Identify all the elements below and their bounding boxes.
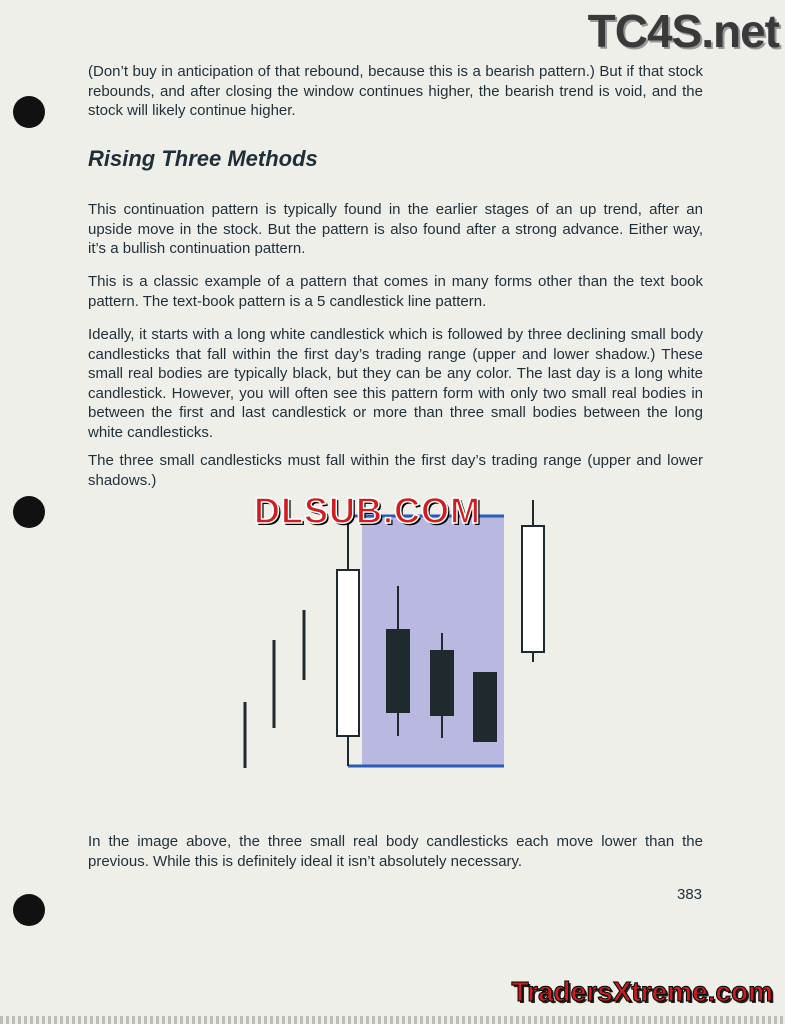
paragraph-4: The three small candlesticks must fall within the first day’s trading range (upper and lower shadows.) <box>88 452 703 489</box>
binder-hole-middle <box>13 496 45 528</box>
paragraph-2: This is a classic example of a pattern that comes in many forms other than the text book pattern. The text-book pattern is a 5 candlestick line pattern. <box>88 273 703 310</box>
first-white-candle <box>337 570 359 736</box>
page-edge <box>0 1016 785 1024</box>
watermark-dlsub: DLSUB.COM <box>254 490 481 531</box>
paragraph-intro: (Don’t buy in anticipation of that rebound, because this is a bearish pattern.) But if that stock rebounds, and after closing the window continues higher, the bearish trend is void, and the stock will likely continue higher. <box>88 63 703 119</box>
paragraph-1: This continuation pattern is typically found in the earlier stages of an up trend, after an upside move in the stock. But the pattern is also found after a strong advance. Either way, it’s a bullish continuation pattern. <box>88 201 703 257</box>
binder-hole-top <box>13 96 45 128</box>
last-white-candle <box>522 526 544 652</box>
watermark-tc4s: TC4S.net <box>587 5 779 57</box>
small-black-candle-3 <box>473 672 497 742</box>
small-black-candle-2 <box>430 650 454 716</box>
page-number: 383 <box>677 886 703 903</box>
watermark-tradersxtreme: TradersXtreme.com <box>511 976 773 1007</box>
small-black-candle-1 <box>386 629 410 713</box>
section-heading: Rising Three Methods <box>88 146 318 171</box>
rising-three-methods-diagram <box>230 490 560 780</box>
binder-hole-bottom <box>13 894 45 926</box>
paragraph-5: In the image above, the three small real body candlesticks each move lower than the previous. While this is definitely ideal it isn’t absolutely necessary. <box>88 833 703 870</box>
paragraph-3: Ideally, it starts with a long white candlestick which is followed by three declining small body candlesticks that fall within the first day’s trading range (upper and lower shadow.) These small real bodies are typically black, but they can be any color. The last day is a long white candlestick. However, you will often see this pattern form with only two small real bodies in between the first and last candlestick or more than three small bodies between the long white candlesticks. <box>88 326 703 441</box>
